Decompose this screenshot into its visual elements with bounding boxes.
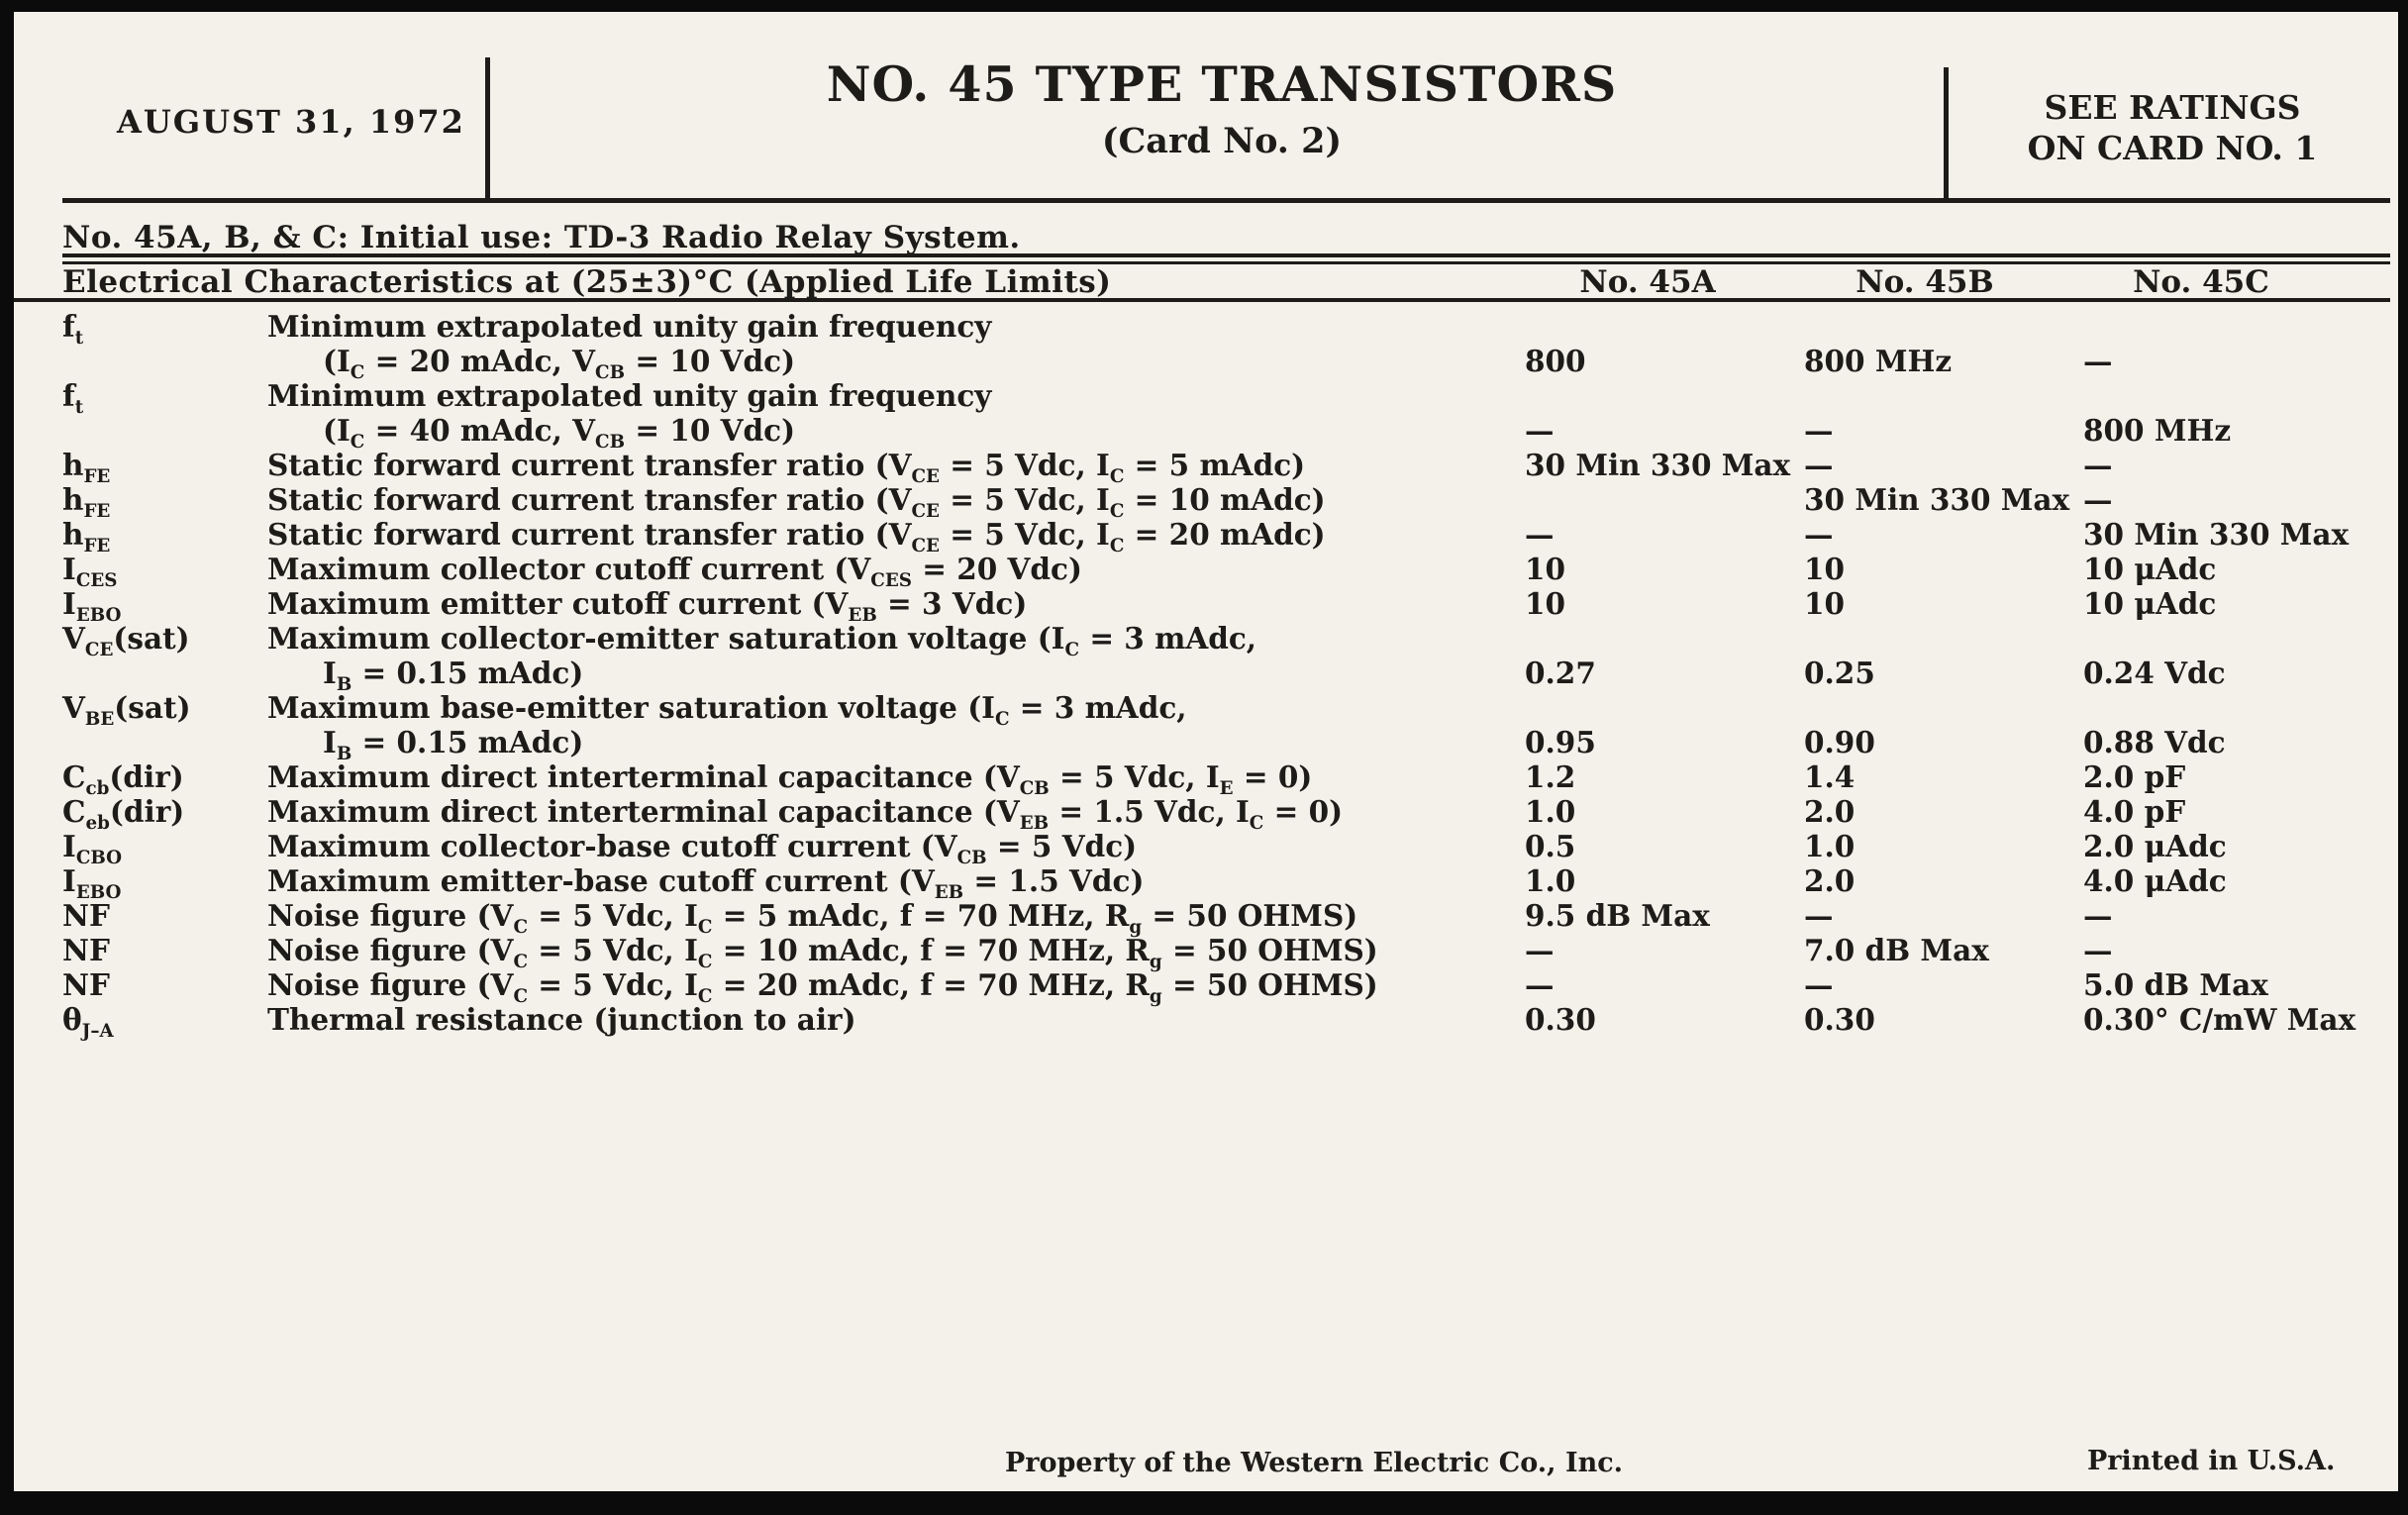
row-description-text: Maximum direct interterminal capacitance ($V_{CB} = 5$ Vdc, $I_E = 0$) bbox=[267, 759, 1313, 799]
value-45b: — bbox=[1804, 967, 1834, 1002]
ratings-note bbox=[1984, 87, 2360, 168]
value-45c: 4.0 μAdc bbox=[2083, 863, 2227, 898]
value-45c: 2.0 μAdc bbox=[2083, 829, 2227, 863]
row-description bbox=[267, 621, 1525, 695]
value-45a: — bbox=[1525, 967, 1555, 1002]
row-symbol: NF bbox=[62, 898, 110, 933]
table-header-label: Electrical Characteristics at (25±3)°C (Applied Life Limits) bbox=[62, 264, 1112, 300]
value-45b: 2.0 bbox=[1804, 794, 1856, 829]
row-description-text: Maximum collector-base cutoff current ($V_{CB} = 5$ Vdc) bbox=[267, 829, 1138, 868]
row-description bbox=[267, 517, 1525, 556]
row-symbol: $f_t$ bbox=[62, 378, 84, 418]
value-45b: 0.30 bbox=[1804, 1002, 1875, 1037]
row-symbol: NF bbox=[62, 967, 110, 1002]
table-row bbox=[14, 552, 2390, 591]
row-symbol: $I_{EBO}$ bbox=[62, 586, 122, 626]
value-45b: 7.0 dB Max bbox=[1804, 933, 1989, 967]
value-45a: 0.27 bbox=[1525, 656, 1596, 690]
value-45b: 10 bbox=[1804, 552, 1846, 586]
row-symbol: $I_{CBO}$ bbox=[62, 829, 123, 868]
value-45b: 10 bbox=[1804, 586, 1846, 621]
row-description bbox=[267, 794, 1525, 834]
value-45c: — bbox=[2083, 933, 2113, 967]
row-description-text: Minimum extrapolated unity gain frequency bbox=[267, 309, 992, 344]
value-45c: 0.24 Vdc bbox=[2083, 656, 2226, 690]
row-condition-text: $I_B = 0.15$ mAdc) bbox=[323, 656, 584, 695]
column-header-45a: No. 45A bbox=[1579, 264, 1716, 300]
value-45a: 0.95 bbox=[1525, 725, 1596, 759]
row-description bbox=[267, 829, 1525, 868]
value-45c: 5.0 dB Max bbox=[2083, 967, 2268, 1002]
value-45a: 0.5 bbox=[1525, 829, 1576, 863]
value-45a: — bbox=[1525, 933, 1555, 967]
row-symbol: $\theta_{J-A}$ bbox=[62, 1002, 114, 1042]
value-45a: 10 bbox=[1525, 552, 1566, 586]
table-row bbox=[14, 690, 2390, 764]
value-45c: — bbox=[2083, 448, 2113, 482]
table-row bbox=[14, 517, 2390, 556]
row-symbol: $f_t$ bbox=[62, 309, 84, 349]
value-45b: 2.0 bbox=[1804, 863, 1856, 898]
header-title-block bbox=[697, 55, 1747, 161]
table-top-double-rule bbox=[62, 253, 2390, 264]
value-45b: 1.0 bbox=[1804, 829, 1856, 863]
row-description bbox=[267, 759, 1525, 799]
table-row bbox=[14, 898, 2390, 938]
value-45b: — bbox=[1804, 898, 1834, 933]
value-45a: 1.0 bbox=[1525, 863, 1576, 898]
row-description bbox=[267, 378, 1525, 453]
table-row bbox=[14, 759, 2390, 799]
value-45b: — bbox=[1804, 448, 1834, 482]
value-45a: 0.30 bbox=[1525, 1002, 1596, 1037]
value-45a: — bbox=[1525, 517, 1555, 552]
table-row bbox=[14, 448, 2390, 487]
row-description-text: Maximum collector cutoff current ($V_{CES} = 20$ Vdc) bbox=[267, 552, 1082, 591]
table-row bbox=[14, 309, 2390, 383]
spec-table-body bbox=[14, 309, 2390, 1042]
value-45c: 30 Min 330 Max bbox=[2083, 517, 2350, 552]
value-45c: — bbox=[2083, 344, 2113, 378]
table-row bbox=[14, 863, 2390, 903]
row-description bbox=[267, 309, 1525, 383]
table-row bbox=[14, 621, 2390, 695]
value-45b: 0.25 bbox=[1804, 656, 1875, 690]
property-note: Property of the Western Electric Co., Inc. bbox=[1005, 1448, 1624, 1478]
value-45c: 800 MHz bbox=[2083, 413, 2232, 448]
value-45b: 30 Min 330 Max bbox=[1804, 482, 2070, 517]
table-header-row bbox=[14, 264, 2390, 302]
header-divider-left bbox=[485, 57, 490, 200]
table-row bbox=[14, 482, 2390, 522]
row-symbol: $I_{EBO}$ bbox=[62, 863, 122, 903]
row-symbol: $C_{cb}(dir)$ bbox=[62, 759, 184, 799]
row-description bbox=[267, 586, 1525, 626]
row-symbol: $C_{eb}(dir)$ bbox=[62, 794, 185, 834]
value-45a: 9.5 dB Max bbox=[1525, 898, 1710, 933]
value-45a: 800 bbox=[1525, 344, 1586, 378]
ratings-note-line2: ON CARD NO. 1 bbox=[2027, 129, 2318, 167]
row-condition-text: ($I_C = 20$ mAdc, $V_{CB} = 10$ Vdc) bbox=[323, 344, 796, 383]
value-45a: 10 bbox=[1525, 586, 1566, 621]
card-title: NO. 45 TYPE TRANSISTORS bbox=[826, 55, 1618, 113]
row-description bbox=[267, 448, 1525, 487]
value-45b: — bbox=[1804, 517, 1834, 552]
table-row bbox=[14, 1002, 2390, 1042]
value-45c: 10 μAdc bbox=[2083, 552, 2217, 586]
row-symbol: NF bbox=[62, 933, 110, 967]
row-description-text: Static forward current transfer ratio ($V_{CE} = 5$ Vdc, $I_C = 10$ mAdc) bbox=[267, 482, 1326, 522]
row-description-text: Noise figure ($V_C = 5$ Vdc, $I_C = 5$ mAdc, f = 70 MHz, $R_g = 50$ OHMS) bbox=[267, 898, 1358, 938]
initial-use-line: No. 45A, B, & C: Initial use: TD-3 Radio Relay System. bbox=[62, 220, 1021, 255]
card-subtitle: (Card No. 2) bbox=[1101, 121, 1343, 161]
row-description-text: Maximum emitter cutoff current ($V_{EB} = 3$ Vdc) bbox=[267, 586, 1028, 626]
value-45c: 10 μAdc bbox=[2083, 586, 2217, 621]
column-header-45c: No. 45C bbox=[2133, 264, 2269, 300]
row-description-text: Maximum collector-emitter saturation voltage ($I_C = 3$ mAdc, bbox=[267, 621, 1257, 660]
value-45b: 800 MHz bbox=[1804, 344, 1953, 378]
value-45c: 2.0 pF bbox=[2083, 759, 2186, 794]
ratings-note-line1: SEE RATINGS bbox=[2044, 88, 2301, 127]
row-symbol: $V_{CE}(sat)$ bbox=[62, 621, 190, 660]
row-description bbox=[267, 933, 1525, 972]
row-symbol: $I_{CES}$ bbox=[62, 552, 118, 591]
row-description-text: Static forward current transfer ratio ($V_{CE} = 5$ Vdc, $I_C = 20$ mAdc) bbox=[267, 517, 1326, 556]
value-45c: — bbox=[2083, 898, 2113, 933]
value-45c: 0.88 Vdc bbox=[2083, 725, 2226, 759]
printed-note: Printed in U.S.A. bbox=[2087, 1446, 2336, 1476]
row-description bbox=[267, 1002, 1525, 1037]
row-symbol: $h_{FE}$ bbox=[62, 448, 111, 487]
row-description-text: Static forward current transfer ratio ($V_{CE} = 5$ Vdc, $I_C = 5$ mAdc) bbox=[267, 448, 1306, 487]
table-row bbox=[14, 378, 2390, 453]
header-divider-right bbox=[1944, 67, 1949, 198]
table-row bbox=[14, 933, 2390, 972]
row-description-text: Thermal resistance (junction to air) bbox=[267, 1002, 856, 1037]
spec-card bbox=[14, 12, 2398, 1491]
row-description-text: Noise figure ($V_C = 5$ Vdc, $I_C = 10$ mAdc, f = 70 MHz, $R_g = 50$ OHMS) bbox=[267, 933, 1378, 972]
value-45b: 1.4 bbox=[1804, 759, 1856, 794]
row-description-text: Maximum emitter-base cutoff current ($V_{EB} = 1.5$ Vdc) bbox=[267, 863, 1145, 903]
row-symbol: $V_{BE}(sat)$ bbox=[62, 690, 191, 730]
row-description bbox=[267, 690, 1525, 764]
table-row bbox=[14, 829, 2390, 868]
value-45c: 0.30° C/mW Max bbox=[2083, 1002, 2357, 1037]
value-45b: — bbox=[1804, 413, 1834, 448]
card-date: AUGUST 31, 1972 bbox=[117, 103, 465, 141]
value-45a: 1.2 bbox=[1525, 759, 1576, 794]
value-45c: — bbox=[2083, 482, 2113, 517]
row-condition-text: $I_B = 0.15$ mAdc) bbox=[323, 725, 584, 764]
table-row bbox=[14, 967, 2390, 1007]
row-description bbox=[267, 898, 1525, 938]
value-45a: 1.0 bbox=[1525, 794, 1576, 829]
value-45b: 0.90 bbox=[1804, 725, 1875, 759]
row-description bbox=[267, 863, 1525, 903]
header-rule bbox=[62, 198, 2390, 203]
row-description-text: Maximum base-emitter saturation voltage ($I_C = 3$ mAdc, bbox=[267, 690, 1187, 730]
row-description-text: Minimum extrapolated unity gain frequency bbox=[267, 378, 992, 413]
row-description bbox=[267, 552, 1525, 591]
row-description bbox=[267, 967, 1525, 1007]
row-description-text: Noise figure ($V_C = 5$ Vdc, $I_C = 20$ mAdc, f = 70 MHz, $R_g = 50$ OHMS) bbox=[267, 967, 1378, 1007]
table-row bbox=[14, 586, 2390, 626]
value-45c: 4.0 pF bbox=[2083, 794, 2186, 829]
value-45a: — bbox=[1525, 413, 1555, 448]
row-symbol: $h_{FE}$ bbox=[62, 482, 111, 522]
value-45a: 30 Min 330 Max bbox=[1525, 448, 1791, 482]
row-description bbox=[267, 482, 1525, 522]
column-header-45b: No. 45B bbox=[1856, 264, 1994, 300]
table-row bbox=[14, 794, 2390, 834]
row-symbol: $h_{FE}$ bbox=[62, 517, 111, 556]
row-description-text: Maximum direct interterminal capacitance ($V_{EB} = 1.5$ Vdc, $I_C = 0$) bbox=[267, 794, 1344, 834]
row-condition-text: ($I_C = 40$ mAdc, $V_{CB} = 10$ Vdc) bbox=[323, 413, 796, 453]
